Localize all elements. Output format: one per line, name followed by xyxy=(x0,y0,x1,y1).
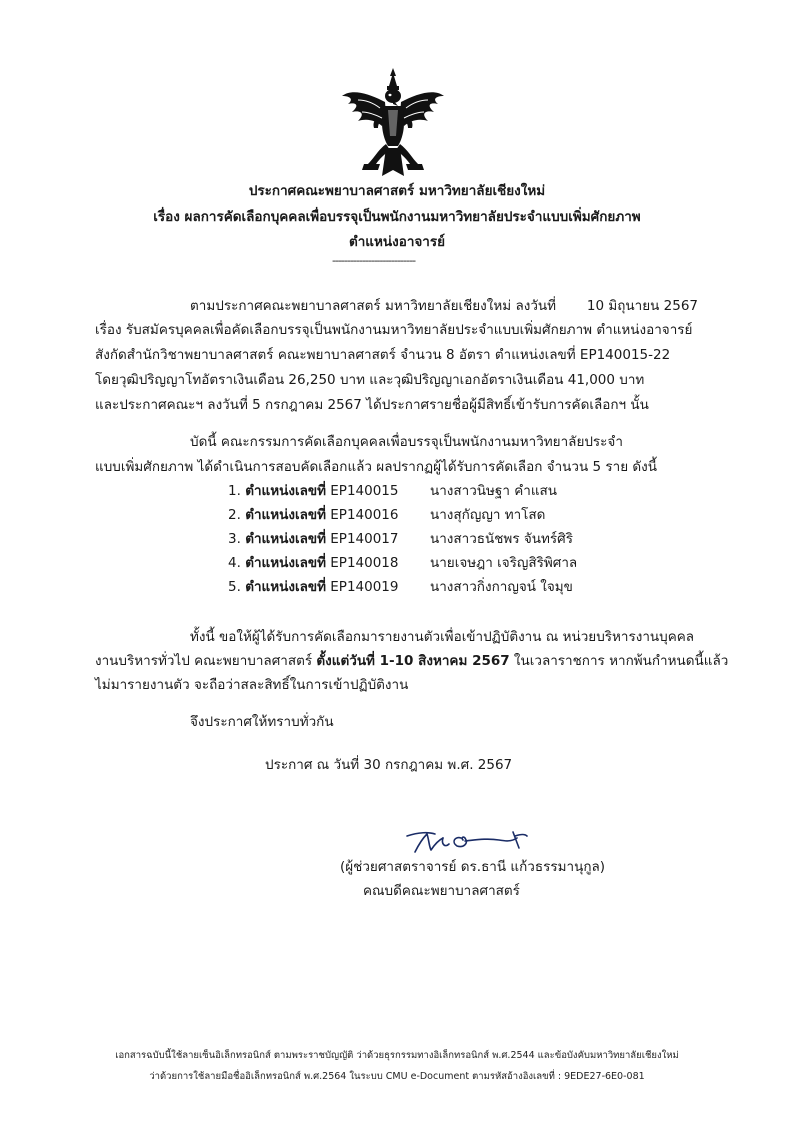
para1-line2: เรื่อง รับสมัครบุคคลเพื่อคัดเลือกบรรจุเป็นพนักงานมหาวิทยาลัยประจำแบบเพิ่มศักยภาพ ตำแหน่งอาจารย์ xyxy=(95,322,693,338)
para2-line1: บัดนี้ คณะกรรมการคัดเลือกบุคคลเพื่อบรรจุเป็นพนักงานมหาวิทยาลัยประจำ xyxy=(190,434,623,450)
para3-line1: ทั้งนี้ ขอให้ผู้ได้รับการคัดเลือกมารายงานตัวเพื่อเข้าปฏิบัติงาน ณ หน่วยบริหารงานบุคคล xyxy=(190,629,695,645)
announcement-position: ตำแหน่งอาจารย์ xyxy=(348,234,446,250)
list-item-number: 3. xyxy=(228,531,241,547)
para3-line3: ไม่มารายงานตัว จะถือว่าสละสิทธิ์ในการเข้าปฏิบัติงาน xyxy=(95,677,409,693)
signatory-name: (ผู้ช่วยศาสตราจารย์ ดร.ธานี แก้วธรรมานุกูล) xyxy=(340,859,606,875)
list-item-position xyxy=(228,528,399,550)
list-item-code: EP140019 xyxy=(330,579,399,595)
list-item-position xyxy=(228,576,399,598)
list-item-code: EP140018 xyxy=(330,555,399,571)
footer-line1: เอกสารฉบับนี้ใช้ลายเซ็นอิเล็กทรอนิกส์ ตามพระราชบัญญัติ ว่าด้วยธุรกรรมทางอิเล็กทรอนิกส์ พ.ศ.2544 และข้อบังคับมหาวิทยาลัยเชียงใหม่ xyxy=(115,1050,679,1061)
para1-line1-left: ตามประกาศคณะพยาบาลศาสตร์ มหาวิทยาลัยเชียงใหม่ ลงวันที่ xyxy=(190,298,557,314)
list-item-code: EP140017 xyxy=(330,531,399,547)
list-item-label: ตำแหน่งเลขที่ xyxy=(245,483,326,499)
title-divider: ---------------------------- xyxy=(332,254,416,267)
list-item-number: 1. xyxy=(228,483,241,499)
para1-line3: สังกัดสำนักวิชาพยาบาลศาสตร์ คณะพยาบาลศาสตร์ จำนวน 8 อัตรา ตำแหน่งเลขที่ EP140015-22 xyxy=(95,347,671,363)
para3-line2 xyxy=(95,650,728,672)
closing-text: จึงประกาศให้ทราบทั่วกัน xyxy=(190,714,334,730)
announcement-title: ประกาศคณะพยาบาลศาสตร์ มหาวิทยาลัยเชียงใหม่ xyxy=(248,183,546,199)
list-item-number: 5. xyxy=(228,579,241,595)
list-item-code: EP140016 xyxy=(330,507,399,523)
announcement-date: ประกาศ ณ วันที่ 30 กรกฎาคม พ.ศ. 2567 xyxy=(265,757,513,773)
para2-line2: แบบเพิ่มศักยภาพ ได้ดำเนินการสอบคัดเลือกแล้ว ผลปรากฏผู้ได้รับการคัดเลือก จำนวน 5 ราย ดังนี้ xyxy=(95,459,657,475)
list-item-code: EP140015 xyxy=(330,483,399,499)
list-item-name: นายเจษฎา เจริญสิริพิศาล xyxy=(430,555,578,571)
list-item-name: นางสุกัญญา ทาโสด xyxy=(430,507,546,523)
para3-line2-end: ในเวลาราชการ หากพ้นกำหนดนี้แล้ว xyxy=(509,653,729,669)
para1-line4: โดยวุฒิปริญญาโทอัตราเงินเดือน 26,250 บาท และวุฒิปริญญาเอกอัตราเงินเดือน 41,000 บาท xyxy=(95,372,645,388)
list-item-number: 4. xyxy=(228,555,241,571)
list-item-label: ตำแหน่งเลขที่ xyxy=(245,531,326,547)
handwritten-signature-icon xyxy=(405,826,530,860)
report-period: ตั้งแต่วันที่ 1-10 สิงหาคม 2567 xyxy=(316,653,510,669)
list-item-label: ตำแหน่งเลขที่ xyxy=(245,579,326,595)
list-item-position xyxy=(228,504,399,526)
para1-line1 xyxy=(190,295,698,317)
list-item-position xyxy=(228,480,399,502)
para1-line5: และประกาศคณะฯ ลงวันที่ 5 กรกฎาคม 2567 ได้ประกาศรายชื่อผู้มีสิทธิ์เข้ารับการคัดเลือกฯ นั้น xyxy=(95,397,649,413)
footer-line2: ว่าด้วยการใช้ลายมือชื่ออิเล็กทรอนิกส์ พ.ศ.2564 ในระบบ CMU e-Document ตามรหัสอ้างอิงเลขที่ : 9EDE27-6E0-081 xyxy=(149,1071,645,1082)
para3-line2-start: งานบริหารทั่วไป คณะพยาบาลศาสตร์ xyxy=(95,653,317,669)
list-item-label: ตำแหน่งเลขที่ xyxy=(245,555,326,571)
list-item-label: ตำแหน่งเลขที่ xyxy=(245,507,326,523)
list-item-position xyxy=(228,552,399,574)
garuda-emblem-icon xyxy=(338,66,448,178)
announcement-subject: เรื่อง ผลการคัดเลือกบุคคลเพื่อบรรจุเป็นพนักงานมหาวิทยาลัยประจำแบบเพิ่มศักยภาพ xyxy=(153,209,641,225)
para1-line1-date: 10 มิถุนายน 2567 xyxy=(586,298,698,314)
list-item-name: นางสาวกิ่งกาญจน์ ใจมุข xyxy=(430,579,573,595)
list-item-number: 2. xyxy=(228,507,241,523)
list-item-name: นางสาวธนัชพร จันทร์ศิริ xyxy=(430,531,573,547)
signatory-position: คณบดีคณะพยาบาลศาสตร์ xyxy=(363,883,520,899)
list-item-name: นางสาวนิษฐา คำแสน xyxy=(430,483,558,499)
